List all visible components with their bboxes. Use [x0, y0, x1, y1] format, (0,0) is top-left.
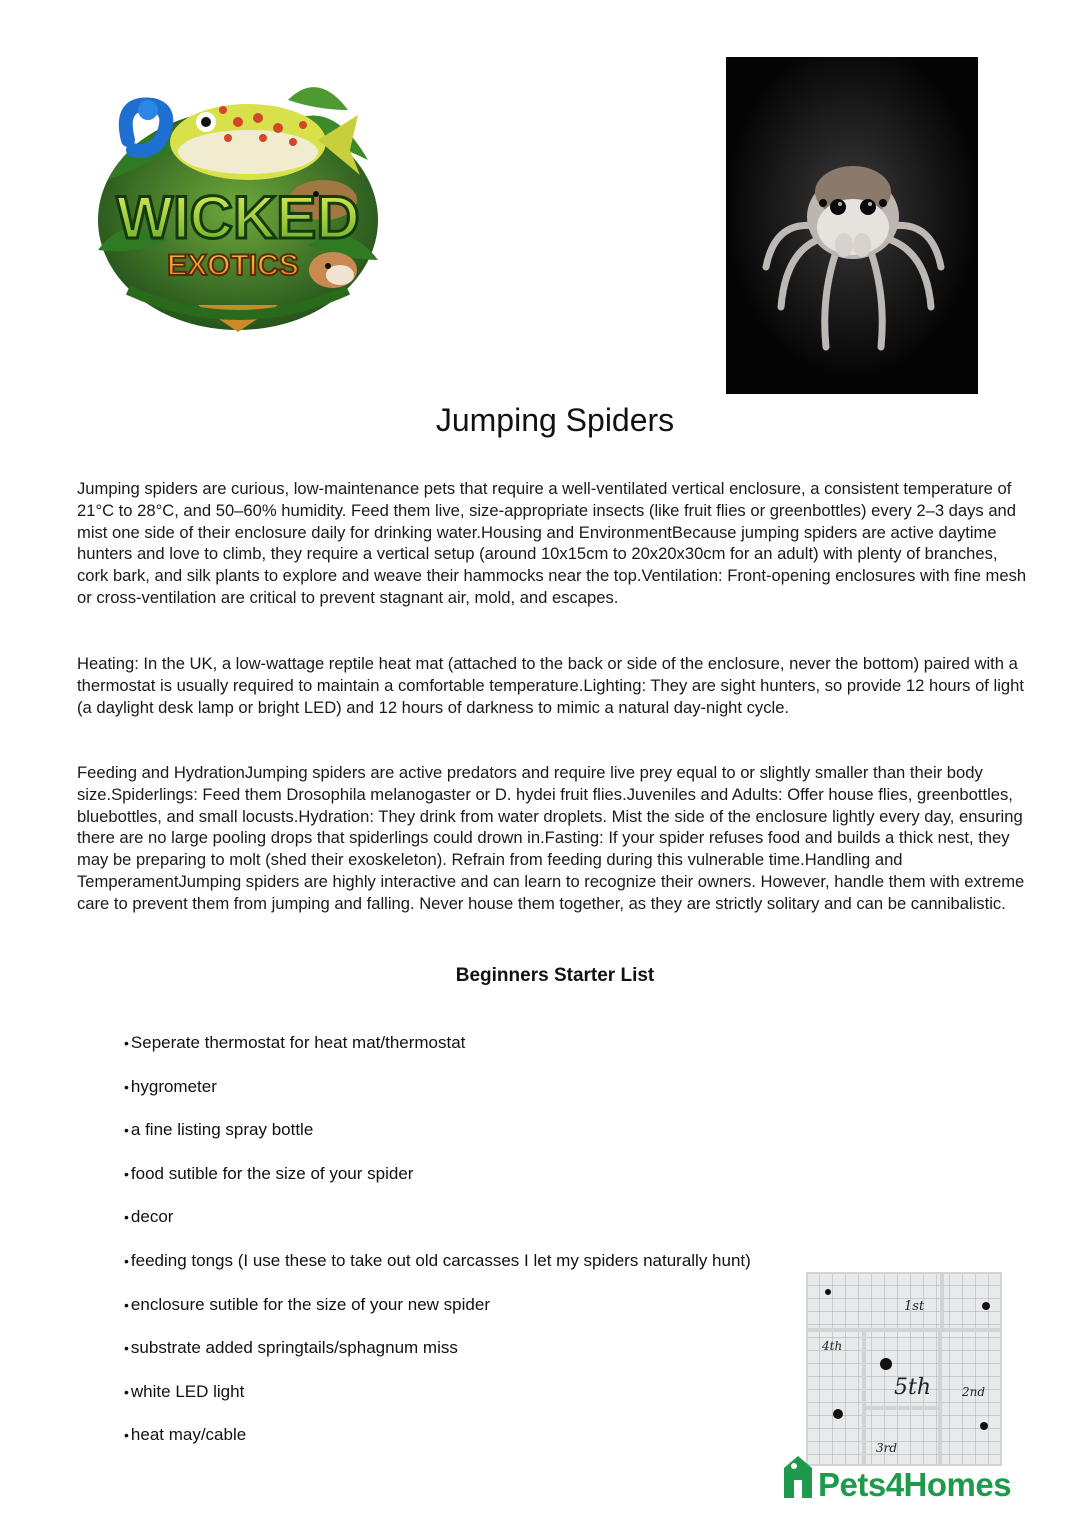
label-1st: 1st	[904, 1299, 925, 1314]
feeding-paragraph: Feeding and HydrationJumping spiders are active predators and require live prey equal to or slightly smaller than their body size.Spiderlings: Feed them Drosophila melanogaster or D. hydei fruit flies.Juveniles and Adults: Offer house flies, greenbottles, bluebottles, and small locusts.Hydration: They drink from water droplets. Mist the side of the enclosure lightly every day, ensuring there are no large pooling drops that spiderlings could drown in.Fasting: If your spider refuses food and builds a thick nest, they may be preparing to molt (shed their exoskeleton). Refrain from feeding during this vulnerable time.Handling and TemperamentJumping spiders are highly interactive and can learn to recognize their owners. However, handle them with extreme care to prevent them from jumping and falling. Never house them together, as they are strictly solitary and can be cannibalistic.	[77, 763, 1025, 913]
label-3rd: 3rd	[876, 1441, 898, 1455]
page-title: Jumping Spiders	[435, 402, 675, 438]
starter-list	[124, 1032, 751, 1468]
logo-word-exotics: EXOTICS	[167, 249, 299, 282]
list-item: • enclosure sutible for the size of your new spider	[124, 1294, 490, 1314]
list-item: • substrate added springtails/sphagnum miss	[124, 1338, 458, 1358]
list-item: • feeding tongs (I use these to take out old carcasses I let my spiders naturally hunt)	[124, 1250, 751, 1270]
list-item: • decor	[124, 1207, 174, 1227]
list-item: • heat may/cable	[124, 1425, 247, 1445]
list-item: • food sutible for the size of your spider	[124, 1163, 414, 1183]
list-item: • Seperate thermostat for heat mat/thermostat	[124, 1033, 466, 1052]
jumping-spider-photo	[726, 57, 978, 394]
wicked-exotics-logo	[88, 70, 388, 340]
list-item: • white LED light	[124, 1381, 245, 1401]
list-item: • hygrometer	[124, 1076, 217, 1096]
intro-paragraph: Jumping spiders are curious, low-maintenance pets that require a well-ventilated vertical enclosure, a consistent temperature of 21°C to 28°C, and 50–60% humidity. Feed them live, size-appropriate insects (like fruit flies or greenbottles) every 2–3 days and mist one side of their enclosure daily for drinking water.Housing and EnvironmentBecause jumping spiders are active daytime hunters and love to climb, they require a vertical setup (around 10x15cm to 20x20x30cm for an adult) with plenty of branches, cork bark, and silk plants to explore and weave their hammocks near the top.Ventilation: Front-opening enclosures with fine mesh or cross-ventilation are critical to prevent stagnant air, mold, and escapes.	[77, 479, 1027, 607]
heating-paragraph: Heating: In the UK, a low-wattage reptile heat mat (attached to the back or side of the enclosure, never the bottom) paired with a thermostat is usually required to maintain a comfortable temperature.Lighting: They are sight hunters, so provide 12 hours of light (a daylight desk lamp or bright LED) and 12 hours of darkness to mimic a natural day-night cycle.	[77, 654, 1024, 717]
label-5th: 5th	[894, 1375, 932, 1400]
list-item: • a fine listing spray bottle	[124, 1120, 314, 1140]
label-4th: 4th	[822, 1339, 843, 1353]
pets4homes-wordmark: Pets4Homes	[818, 1466, 1012, 1503]
label-2nd: 2nd	[962, 1385, 986, 1399]
spider-growth-grid-photo	[806, 1272, 1002, 1466]
logo-word-wicked: WICKED	[116, 184, 360, 251]
starter-list-heading: Beginners Starter List	[455, 965, 655, 986]
